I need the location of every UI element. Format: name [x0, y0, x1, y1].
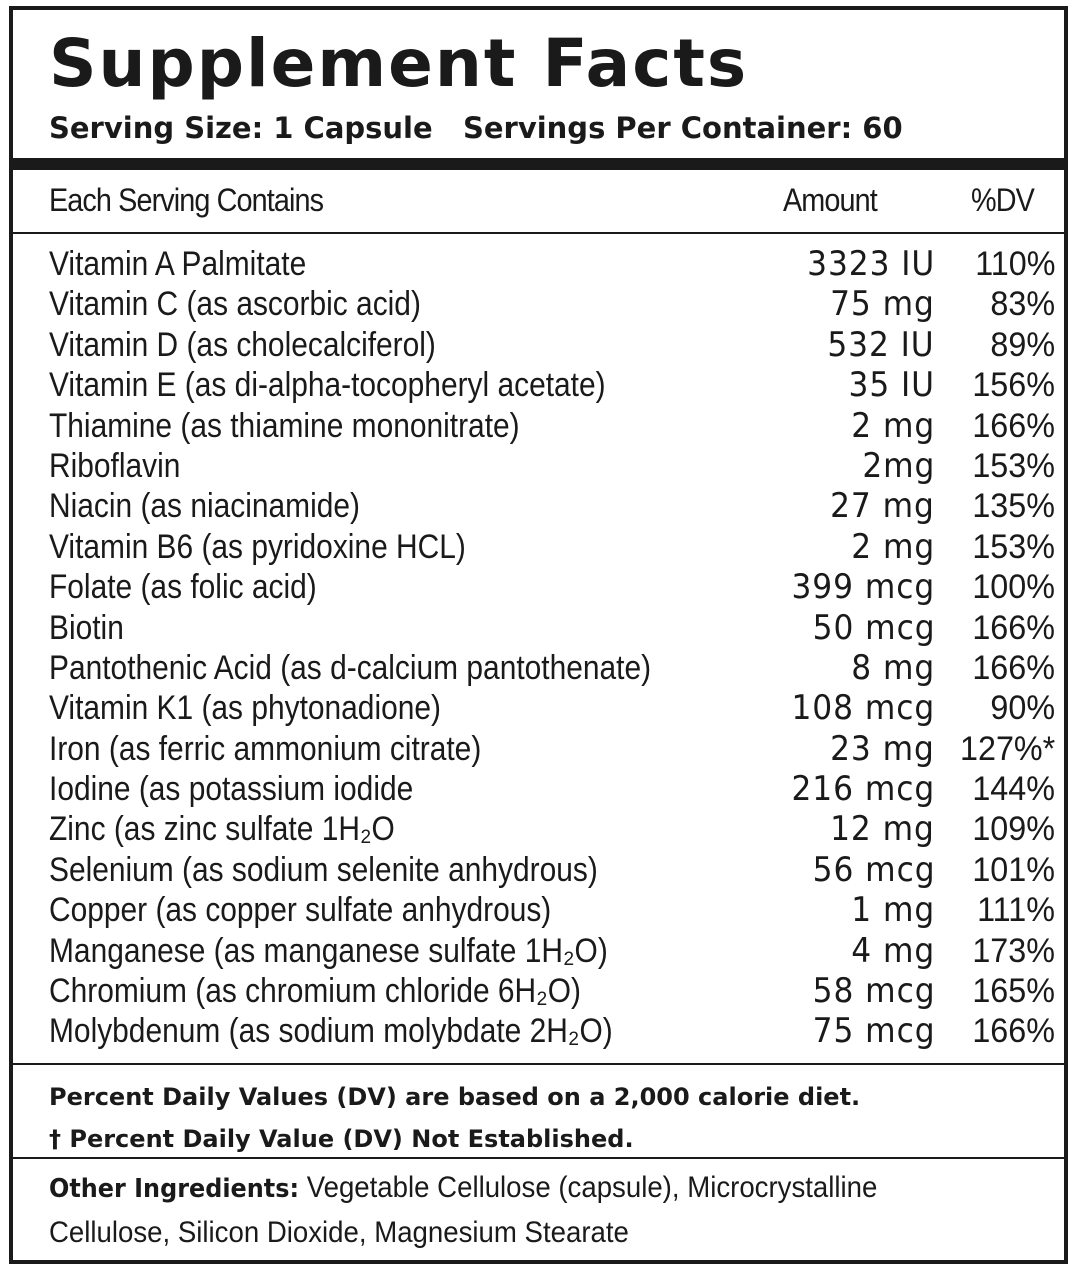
table-row [49, 244, 1063, 284]
footnotes [49, 1076, 860, 1160]
table-row [49, 809, 1063, 849]
column-header-dv: %DV [971, 182, 1034, 218]
table-row [49, 648, 1063, 688]
table-row [49, 527, 1063, 567]
nutrient-name: Iodine (as potassium iodide [49, 770, 414, 809]
table-row [49, 325, 1063, 365]
nutrient-dv: 165% [972, 972, 1055, 1011]
nutrient-amount: 532 IU [827, 324, 935, 365]
table-row [49, 971, 1063, 1011]
nutrient-dv: 156% [972, 366, 1055, 405]
nutrient-name: Folate (as folic acid) [49, 568, 317, 607]
table-row [49, 688, 1063, 728]
table-row [49, 446, 1063, 486]
nutrient-dv: 127%* [959, 729, 1055, 768]
nutrient-amount: 3323 IU [806, 244, 935, 284]
table-row [49, 890, 1063, 930]
table-row [49, 850, 1063, 890]
nutrient-amount: 2 mg [851, 526, 935, 567]
header-divider [13, 232, 1064, 234]
table-row [49, 931, 1063, 971]
thick-divider [13, 158, 1064, 170]
nutrient-dv: 90% [990, 689, 1055, 728]
table-row [49, 608, 1063, 648]
nutrient-dv: 83% [990, 285, 1055, 324]
nutrient-amount: 56 mcg [812, 849, 935, 890]
nutrient-name: Molybdenum (as sodium molybdate 2H₂O) [49, 1012, 613, 1051]
nutrient-name: Pantothenic Acid (as d-calcium pantothenate) [49, 648, 652, 687]
ingredients-divider [13, 1157, 1064, 1159]
nutrient-name: Riboflavin [49, 446, 181, 485]
nutrient-dv: 101% [972, 850, 1055, 889]
nutrient-amount: 35 IU [848, 365, 935, 406]
table-row [49, 365, 1063, 405]
nutrient-amount: 216 mcg [791, 769, 935, 810]
nutrient-amount: 1 mg [851, 890, 935, 931]
nutrient-dv: 135% [972, 487, 1055, 526]
table-row [49, 729, 1063, 769]
nutrient-name: Manganese (as manganese sulfate 1H₂O) [49, 931, 608, 970]
supplement-facts-panel [9, 6, 1068, 1264]
nutrient-name: Vitamin A Palmitate [49, 245, 307, 283]
nutrient-dv: 153% [972, 446, 1055, 485]
nutrient-name: Selenium (as sodium selenite anhydrous) [49, 850, 598, 889]
nutrient-dv: 166% [972, 406, 1055, 445]
nutrient-name: Copper (as copper sulfate anhydrous) [49, 891, 552, 930]
table-row [49, 406, 1063, 446]
table-row [49, 486, 1063, 526]
nutrient-name: Niacin (as niacinamide) [49, 487, 360, 526]
nutrient-dv: 166% [972, 648, 1055, 687]
nutrient-amount: 50 mcg [812, 607, 935, 648]
column-header-amount: Amount [783, 182, 877, 218]
nutrient-dv: 110% [974, 245, 1055, 283]
nutrient-dv: 173% [972, 931, 1055, 970]
nutrient-amount: 23 mg [830, 728, 935, 769]
nutrient-amount: 399 mcg [791, 567, 935, 608]
table-row [49, 769, 1063, 809]
nutrient-name: Vitamin C (as ascorbic acid) [49, 285, 421, 324]
nutrient-dv: 166% [972, 608, 1055, 647]
nutrient-name: Vitamin D (as cholecalciferol) [49, 325, 436, 364]
table-row [49, 567, 1063, 607]
other-ingredients [49, 1166, 932, 1255]
footnote-dv-basis: Percent Daily Values (DV) are based on a 2,000 calorie diet. [49, 1083, 861, 1111]
table-row [49, 1011, 1063, 1051]
nutrient-amount: 27 mg [830, 486, 935, 527]
footnote-divider [13, 1063, 1064, 1065]
nutrient-dv: 100% [972, 568, 1055, 607]
nutrient-name: Vitamin B6 (as pyridoxine HCL) [49, 527, 466, 566]
other-ingredients-label: Other Ingredients: [49, 1174, 300, 1204]
nutrient-amount: 2 mg [851, 405, 935, 446]
serving-info: Serving Size: 1 Capsule Servings Per Container: 60 [49, 111, 903, 145]
nutrient-amount: 8 mg [851, 647, 935, 688]
column-header-contents: Each Serving Contains [49, 182, 324, 218]
nutrient-dv: 153% [972, 527, 1055, 566]
nutrient-name: Zinc (as zinc sulfate 1H₂O [49, 810, 395, 849]
nutrient-dv: 89% [990, 325, 1055, 364]
nutrient-amount: 108 mcg [791, 688, 935, 729]
nutrient-name: Chromium (as chromium chloride 6H₂O) [49, 972, 582, 1011]
nutrient-amount: 12 mg [830, 809, 935, 850]
nutrient-amount: 75 mcg [812, 1011, 935, 1052]
nutrient-table [49, 244, 1063, 1052]
table-row [49, 284, 1063, 324]
nutrient-amount: 4 mg [851, 930, 935, 971]
panel-title: Supplement Facts [49, 25, 749, 102]
other-ingredients-text: Vegetable Cellulose (capsule), Microcrystalline Cellulose, Silicon Dioxide, Magnesium Stearate [49, 1171, 878, 1249]
nutrient-amount: 75 mg [830, 284, 935, 325]
nutrient-name: Iron (as ferric ammonium citrate) [49, 729, 482, 768]
nutrient-name: Vitamin K1 (as phytonadione) [49, 689, 441, 728]
nutrient-dv: 144% [972, 770, 1055, 809]
footnote-dv-not-established: † Percent Daily Value (DV) Not Established. [49, 1125, 634, 1153]
nutrient-dv: 111% [977, 891, 1055, 930]
nutrient-amount: 2mg [862, 445, 935, 486]
nutrient-name: Biotin [49, 608, 124, 647]
nutrient-dv: 166% [972, 1012, 1055, 1051]
nutrient-dv: 109% [972, 810, 1055, 849]
nutrient-name: Vitamin E (as di-alpha-tocopheryl acetate) [49, 366, 606, 405]
nutrient-amount: 58 mcg [812, 971, 935, 1012]
nutrient-name: Thiamine (as thiamine mononitrate) [49, 406, 520, 445]
